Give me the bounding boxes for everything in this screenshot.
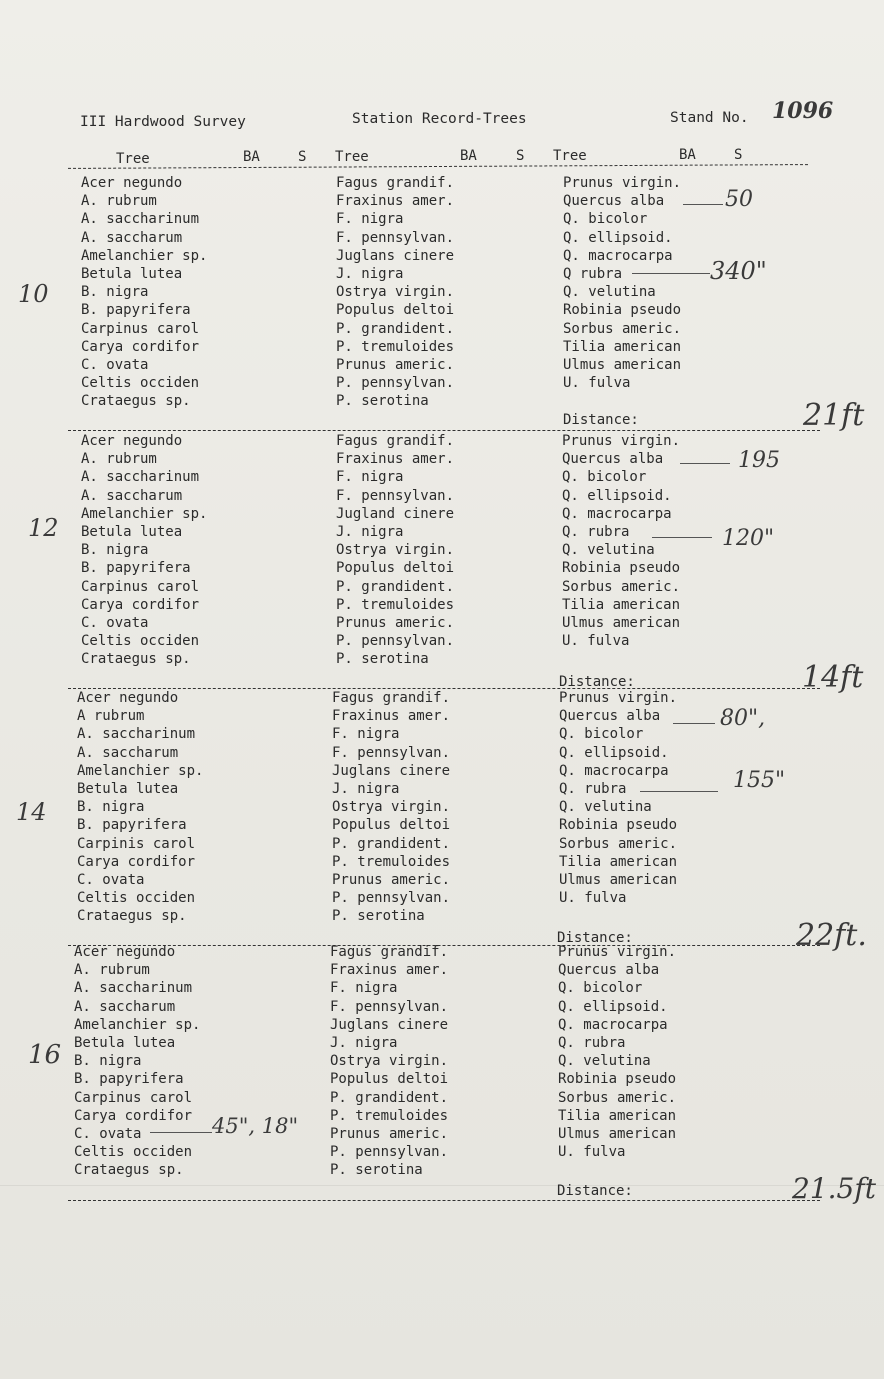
tree-species-row: Betula lutea [74, 1035, 176, 1051]
tree-species-row: Fraxinus amer. [332, 708, 451, 725]
distance-label: Distance: [557, 1183, 633, 1199]
tree-species-row: Prunus americ. [336, 357, 455, 373]
tree-species-row: Carya cordifor [77, 853, 196, 870]
tree-species-row: F. pennsylvan. [336, 229, 455, 246]
tree-species-row: J. nigra [330, 1035, 398, 1051]
tree-species-row: Q. ellipsoid. [563, 229, 673, 246]
tree-species-row: U. fulva [558, 1144, 626, 1161]
tree-species-row: Ulmus american [563, 357, 682, 373]
tree-species-row: B. nigra [77, 799, 145, 816]
tree-species-row: B. papyrifera [81, 560, 191, 577]
tree-species-row: Amelanchier sp. [74, 1016, 201, 1033]
tree-species-row: A. rubrum [74, 962, 150, 979]
tree-species-row: Fraxinus amer. [336, 193, 455, 210]
tree-species-row: Celtis occiden [77, 890, 196, 907]
tree-species-row: Celtis occiden [74, 1144, 193, 1161]
tree-species-row: F. nigra [332, 726, 400, 743]
tree-species-row: Amelanchier sp. [81, 505, 208, 522]
tree-species-row: Crataegus sp. [77, 908, 187, 925]
tree-species-row: Ulmus american [562, 615, 681, 631]
tree-species-row: Celtis occiden [81, 633, 200, 650]
tree-species-row: Prunus virgin. [559, 690, 678, 706]
paper-fold [0, 1185, 884, 1186]
tree-species-row: B. papyrifera [77, 817, 187, 834]
distance-value: 22ft. [796, 918, 867, 953]
col2-s-header: S [516, 148, 525, 164]
tree-species-row: P. pennsylvan. [332, 890, 451, 907]
tree-species-row: P. serotina [330, 1162, 423, 1179]
tree-species-row: Carpinus carol [74, 1089, 193, 1106]
tree-species-row: Ulmus american [559, 872, 678, 888]
tree-species-row: Ostrya virgin. [332, 799, 451, 816]
tree-species-row: Carya cordifor [74, 1107, 193, 1124]
station-number: 16 [28, 1040, 62, 1070]
tree-species-row: Q. bicolor [563, 211, 648, 228]
tree-species-row: Juglans cinere [330, 1016, 449, 1033]
col3-tree-header: Tree [553, 148, 587, 164]
tree-species-row: Sorbus americ. [559, 835, 678, 852]
tree-species-row: Q. rubra [559, 781, 627, 797]
tree-species-row: Q rubra [563, 266, 623, 282]
col1-s-header: S [298, 149, 307, 165]
tree-species-row: Carpinus carol [81, 320, 200, 337]
tree-species-row: J. nigra [336, 266, 404, 282]
tree-species-row: Tilia american [559, 853, 678, 870]
col3-ba-header: BA [679, 147, 696, 163]
tree-species-row: B. papyrifera [81, 302, 191, 319]
tree-species-row: P. serotina [332, 908, 425, 925]
tree-species-row: Prunus americ. [330, 1126, 449, 1142]
section-rule [68, 1200, 820, 1201]
tree-species-row: Sorbus americ. [558, 1089, 677, 1106]
tree-species-row: Populus deltoi [330, 1071, 449, 1088]
handwritten-measurement: 155" [733, 768, 786, 793]
tree-species-row: F. pennsylvan. [332, 744, 451, 761]
tree-species-row: A. saccharum [74, 998, 176, 1015]
tree-species-row: Ostrya virgin. [336, 284, 455, 301]
station-number: 10 [18, 280, 49, 308]
tree-species-row: Q. macrocarpa [558, 1016, 668, 1033]
tree-species-row: Q. ellipsoid. [562, 487, 672, 504]
tree-species-row: Q. ellipsoid. [559, 744, 669, 761]
tree-species-row: P. serotina [336, 393, 429, 410]
tree-species-row: Sorbus americ. [562, 578, 681, 595]
tree-species-row: P. tremuloides [330, 1107, 449, 1124]
tree-species-row: Q. bicolor [559, 726, 644, 743]
tree-species-row: U. fulva [563, 375, 631, 392]
tree-species-row: Robinia pseudo [558, 1071, 677, 1088]
distance-label: Distance: [563, 412, 639, 428]
tree-species-row: F. pennsylvan. [330, 998, 449, 1015]
tree-species-row: Fraxinus amer. [330, 962, 449, 979]
tree-species-row: Juglans cinere [332, 762, 451, 779]
tree-species-row: Fagus grandif. [336, 175, 455, 191]
tree-species-row: Q. macrocarpa [559, 762, 669, 779]
annotation-line [683, 204, 723, 205]
tree-species-row: Robinia pseudo [563, 302, 682, 319]
tree-species-row: F. nigra [336, 469, 404, 486]
tree-species-row: Tilia american [562, 596, 681, 613]
tree-species-row: U. fulva [559, 890, 627, 907]
tree-species-row: J. nigra [336, 524, 404, 540]
tree-species-row: Carya cordifor [81, 338, 200, 355]
station-number: 12 [28, 514, 59, 542]
tree-species-row: A. saccharinum [74, 980, 193, 997]
tree-species-row: Acer negundo [81, 175, 183, 191]
tree-species-row: Robinia pseudo [559, 817, 678, 834]
distance-label: Distance: [559, 674, 635, 690]
tree-species-row: P. pennsylvan. [336, 375, 455, 392]
tree-species-row: Fagus grandif. [332, 690, 451, 706]
tree-species-row: P. grandident. [336, 578, 455, 595]
tree-species-row: Q. bicolor [562, 469, 647, 486]
tree-species-row: Q. velutina [562, 542, 655, 559]
tree-species-row: Ulmus american [558, 1126, 677, 1142]
header-rule [68, 164, 808, 169]
tree-species-row: Jugland cinere [336, 505, 455, 522]
annotation-line [680, 463, 730, 464]
tree-species-row: A. saccharinum [81, 469, 200, 486]
tree-species-row: P. grandident. [336, 320, 455, 337]
tree-species-row: Crataegus sp. [81, 393, 191, 410]
record-title: Station Record-Trees [352, 111, 527, 127]
tree-species-row: Prunus virgin. [563, 175, 682, 191]
handwritten-measurement: 195 [738, 448, 780, 473]
tree-species-row: C. ovata [74, 1126, 142, 1142]
tree-species-row: P. pennsylvan. [330, 1144, 449, 1161]
tree-species-row: A. saccharum [81, 229, 183, 246]
stand-label: Stand No. [670, 110, 749, 126]
handwritten-measurement: 45", 18" [212, 1114, 299, 1138]
tree-species-row: Tilia american [558, 1107, 677, 1124]
section-rule [68, 430, 820, 431]
tree-species-row: Q. velutina [563, 284, 656, 301]
section-rule [68, 688, 820, 689]
tree-species-row: P. tremuloides [336, 338, 455, 355]
annotation-line [150, 1132, 212, 1133]
tree-species-row: Fraxinus amer. [336, 451, 455, 468]
tree-species-row: Populus deltoi [336, 302, 455, 319]
tree-species-row: P. serotina [336, 651, 429, 668]
distance-value: 21.5ft [792, 1172, 876, 1205]
tree-species-row: Q. rubra [558, 1035, 626, 1051]
annotation-line [652, 537, 712, 538]
tree-species-row: C. ovata [81, 615, 149, 631]
tree-species-row: Tilia american [563, 338, 682, 355]
tree-species-row: Juglans cinere [336, 247, 455, 264]
tree-species-row: Crataegus sp. [81, 651, 191, 668]
distance-value: 14ft [802, 660, 864, 695]
tree-species-row: F. nigra [330, 980, 398, 997]
tree-species-row: Q. rubra [562, 524, 630, 540]
tree-species-row: Ostrya virgin. [336, 542, 455, 559]
tree-species-row: A. saccharum [81, 487, 183, 504]
annotation-line [673, 723, 715, 724]
tree-species-row: A. rubrum [81, 451, 157, 468]
tree-species-row: J. nigra [332, 781, 400, 797]
tree-species-row: Prunus virgin. [562, 433, 681, 449]
tree-species-row: Q. velutina [558, 1053, 651, 1070]
tree-species-row: A. saccharum [77, 744, 179, 761]
col1-ba-header: BA [243, 149, 260, 165]
tree-species-row: Crataegus sp. [74, 1162, 184, 1179]
stand-number: 1096 [772, 98, 834, 124]
distance-value: 21ft [803, 398, 865, 433]
tree-species-row: B. nigra [74, 1053, 142, 1070]
tree-species-row: Acer negundo [77, 690, 179, 706]
tree-species-row: Q. macrocarpa [563, 247, 673, 264]
tree-species-row: Quercus alba [558, 962, 660, 979]
tree-species-row: P. tremuloides [336, 596, 455, 613]
col3-s-header: S [734, 147, 743, 163]
tree-species-row: Sorbus americ. [563, 320, 682, 337]
tree-species-row: P. grandident. [332, 835, 451, 852]
tree-species-row: A. saccharinum [81, 211, 200, 228]
tree-species-row: Q. ellipsoid. [558, 998, 668, 1015]
tree-species-row: Q. velutina [559, 799, 652, 816]
tree-species-row: Acer negundo [74, 944, 176, 960]
tree-species-row: P. tremuloides [332, 853, 451, 870]
tree-species-row: Carya cordifor [81, 596, 200, 613]
tree-species-row: Acer negundo [81, 433, 183, 449]
tree-species-row: A rubrum [77, 708, 145, 725]
handwritten-measurement: 340" [710, 257, 767, 285]
tree-species-row: F. nigra [336, 211, 404, 228]
tree-species-row: U. fulva [562, 633, 630, 650]
tree-species-row: C. ovata [77, 872, 145, 888]
tree-species-row: Prunus virgin. [558, 944, 677, 960]
tree-species-row: A. saccharinum [77, 726, 196, 743]
tree-species-row: Populus deltoi [336, 560, 455, 577]
handwritten-measurement: 120" [722, 526, 775, 551]
tree-species-row: Ostrya virgin. [330, 1053, 449, 1070]
tree-species-row: Q. bicolor [558, 980, 643, 997]
col2-tree-header: Tree [335, 149, 369, 165]
tree-species-row: B. nigra [81, 542, 149, 559]
tree-species-row: P. grandident. [330, 1089, 449, 1106]
tree-species-row: P. pennsylvan. [336, 633, 455, 650]
tree-species-row: Celtis occiden [81, 375, 200, 392]
tree-species-row: C. ovata [81, 357, 149, 373]
tree-species-row: Quercus alba [559, 708, 661, 725]
handwritten-measurement: 50 [725, 187, 753, 212]
tree-species-row: Q. macrocarpa [562, 505, 672, 522]
tree-species-row: Amelanchier sp. [77, 762, 204, 779]
distance-label: Distance: [557, 930, 633, 946]
tree-species-row: Carpinus carol [81, 578, 200, 595]
tree-species-row: Prunus americ. [332, 872, 451, 888]
tree-species-row: Robinia pseudo [562, 560, 681, 577]
handwritten-measurement: 80", [720, 706, 766, 731]
tree-species-row: Quercus alba [563, 193, 665, 210]
tree-species-row: Betula lutea [81, 266, 183, 282]
col1-tree-header: Tree [116, 151, 150, 167]
station-number: 14 [16, 798, 47, 826]
tree-species-row: B. nigra [81, 284, 149, 301]
tree-species-row: Carpinis carol [77, 835, 196, 852]
tree-species-row: Betula lutea [77, 781, 179, 797]
tree-species-row: Amelanchier sp. [81, 247, 208, 264]
survey-title: III Hardwood Survey [80, 114, 246, 130]
tree-species-row: Fagus grandif. [330, 944, 449, 960]
tree-species-row: Quercus alba [562, 451, 664, 468]
tree-species-row: B. papyrifera [74, 1071, 184, 1088]
tree-species-row: Prunus americ. [336, 615, 455, 631]
tree-species-row: F. pennsylvan. [336, 487, 455, 504]
annotation-line [632, 273, 710, 274]
col2-ba-header: BA [460, 148, 477, 164]
tree-species-row: Betula lutea [81, 524, 183, 540]
tree-species-row: Populus deltoi [332, 817, 451, 834]
annotation-line [640, 791, 718, 792]
tree-species-row: Fagus grandif. [336, 433, 455, 449]
tree-species-row: A. rubrum [81, 193, 157, 210]
